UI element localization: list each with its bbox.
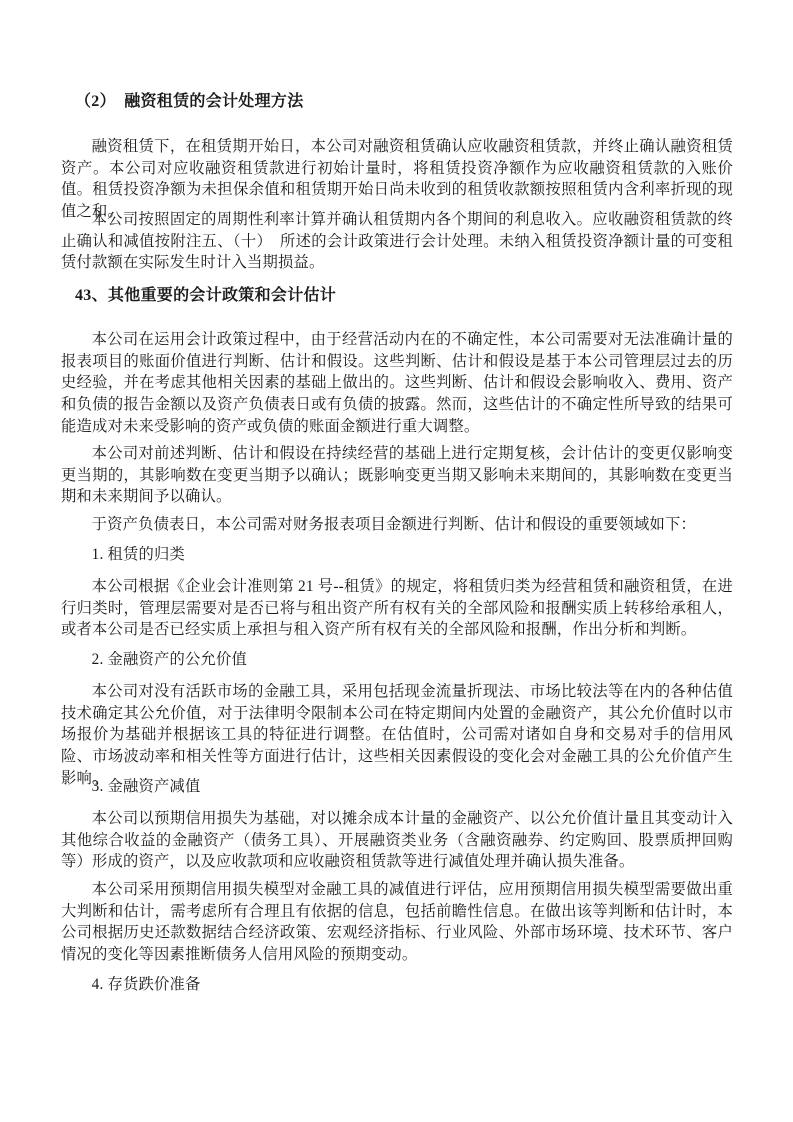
subsection-title-1-lease-classification: 1. 租赁的归类 [91, 546, 185, 563]
subsection-title-2-financial-asset-fair-value: 2. 金融资产的公允价值 [91, 651, 247, 668]
paragraph-estimates-intro-2: 本公司对前述判断、估计和假设在持续经营的基础上进行定期复核，会计估计的变更仅影响变更当期的，其影响数在变更当期予以确认；既影响变更当期又影响未来期间的，其影响数在变更当期和未来期间予以确认。 [61, 445, 733, 506]
paragraph-estimates-intro-3: 于资产负债表日，本公司需对财务报表项目金额进行判断、估计和假设的重要领域如下： [91, 516, 696, 533]
section-heading-43-other-policies-estimates: 43、其他重要的会计政策和会计估计 [75, 287, 337, 304]
paragraph-financial-asset-impairment-2: 本公司采用预期信用损失模型对金融工具的减值进行评估，应用预期信用损失模型需要做出重大判断和估计，需考虑所有合理且有依据的信息，包括前瞻性信息。在做出该等判断和估计时，本公司根据历史还款数据结合经济政策、宏观经济指标、行业风险、外部市场环境、技术环节、客户情况的变化等因素推断债务人信用风险的预期变动。 [61, 881, 733, 964]
paragraph-financing-lease-2: 本公司按照固定的周期性利率计算并确认租赁期内各个期间的利息收入。应收融资租赁款的终止确认和减值按附注五、（十） 所述的会计政策进行会计处理。未纳入租赁投资净额计量的可变租赁付款额在实际发生时计入当期损益。 [61, 211, 733, 272]
paragraph-financing-lease-1: 融资租赁下，在租赁期开始日，本公司对融资租赁确认应收融资租赁款，并终止确认融资租赁资产。本公司对应收融资租赁款进行初始计量时，将租赁投资净额作为应收融资租赁款的入账价值。租赁投资净额为未担保余值和租赁期开始日尚未收到的租赁收款额按照租赁内含利率折现的现值之和。 [61, 138, 733, 221]
subsection-title-4-inventory-provision: 4. 存货跌价准备 [91, 976, 201, 993]
subsection-title-3-financial-asset-impairment: 3. 金融资产减值 [91, 778, 201, 795]
paragraph-estimates-intro-1: 本公司在运用会计政策过程中，由于经营活动内在的不确定性，本公司需要对无法准确计量的报表项目的账面价值进行判断、估计和假设。这些判断、估计和假设是基于本公司管理层过去的历史经验，并在考虑其他相关因素的基础上做出的。这些判断、估计和假设会影响收入、费用、资产和负债的报告金额以及资产负债表日或有负债的披露。然而，这些估计的不确定性所导致的结果可能造成对未来受影响的资产或负债的账面金额进行重大调整。 [61, 331, 733, 435]
paragraph-financial-asset-fair-value: 本公司对没有活跃市场的金融工具，采用包括现金流量折现法、市场比较法等在内的各种估值技术确定其公允价值，对于法律明令限制本公司在特定期间内处置的金融资产，其公允价值时以市场报价为基础并根据该工具的特征进行调整。在估值时，公司需对诸如自身和交易对手的信用风险、市场波动率和相关性等方面进行估计，这些相关因素假设的变化会对金融工具的公允价值产生影响。 [61, 683, 733, 787]
paragraph-lease-classification: 本公司根据《企业会计准则第 21 号--租赁》的规定，将租赁归类为经营租赁和融资租赁，在进行归类时，管理层需要对是否已将与租出资产所有权有关的全部风险和报酬实质上转移给承租人，或者本公司是否已经实质上承担与租入资产所有权有关的全部风险和报酬，作出分析和判断。 [61, 578, 733, 639]
paragraph-financial-asset-impairment-1: 本公司以预期信用损失为基础，对以摊余成本计量的金融资产、以公允价值计量且其变动计入其他综合收益的金融资产（债务工具）、开展融资类业务（含融资融券、约定购回、股票质押回购等）形成的资产，以及应收款项和应收融资租赁款等进行减值处理并确认损失准备。 [61, 810, 733, 871]
subsection-heading-financing-lease-accounting: （2） 融资租赁的会计处理方法 [75, 93, 304, 110]
